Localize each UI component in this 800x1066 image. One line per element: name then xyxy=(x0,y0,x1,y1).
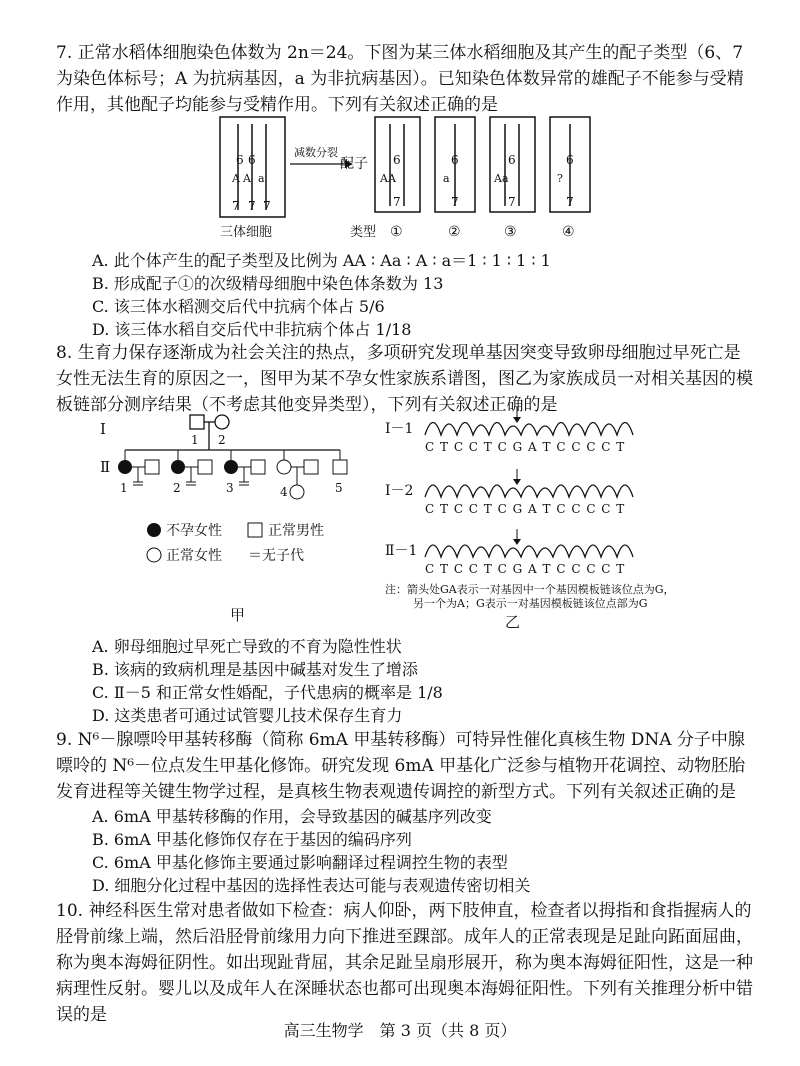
question-9-stem: 9. N⁶－腺嘌呤甲基转移酶（简称 6mA 甲基转移酶）可特异性催化真核生物 DNA 分子中腺嘌呤的 N⁶－位点发生甲基化修饰。研究发现 6mA 甲基化广泛参与植物开花调控、动物胚胎发育进程等关键生物学过程，是真核生物表观遗传调控的新型方式。下列有关叙述正确的是 xyxy=(56,730,746,802)
q7-chromosome-figure xyxy=(210,112,610,247)
seq-row-2-text: C T C C T C G A T C C C C T xyxy=(425,502,626,516)
pedigree-II-1-spouse xyxy=(145,460,159,474)
svg-text:7: 7 xyxy=(566,195,574,209)
generation-2-label: Ⅱ xyxy=(100,458,111,476)
pedigree-II-2 xyxy=(171,460,185,474)
seq-row-1-text: C T C C T C G A T C C C C T xyxy=(425,440,626,454)
svg-text:7: 7 xyxy=(393,195,401,209)
svg-text:a: a xyxy=(443,172,450,185)
type-3-label: ③ xyxy=(504,224,517,240)
seq-row-3-trace xyxy=(425,545,633,557)
q9-option-c: C. 6mA 甲基化修饰主要通过影响翻译过程调控生物的表型 xyxy=(92,853,508,872)
generation-1-label: Ⅰ xyxy=(100,420,106,438)
q7-option-b: B. 形成配子①的次级精母细胞中染色体条数为 13 xyxy=(92,274,444,293)
figure-jia-caption: 甲 xyxy=(230,606,246,624)
seq-row-1-label: Ⅰ－1 xyxy=(385,421,414,437)
seq-row-2-trace xyxy=(425,485,633,497)
gene-A-label: A xyxy=(232,172,240,185)
q8-option-d: D. 这类患者可通过试管婴儿技术保存生育力 xyxy=(92,706,403,725)
svg-text:4: 4 xyxy=(280,485,288,499)
meiosis-label: 减数分裂 xyxy=(294,146,338,159)
q7-option-a: A. 此个体产生的配子类型及比例为 AA ∶ Aa ∶ A ∶ a＝1 ∶ 1 ∶ 1 ∶ 1 xyxy=(92,251,551,270)
pedigree-I-2 xyxy=(215,415,229,429)
gamete-type-3 xyxy=(490,117,535,212)
q7-option-d: D. 该三体水稻自交后代中非抗病个体占 1/18 xyxy=(92,320,412,339)
svg-text:5: 5 xyxy=(335,481,343,495)
svg-text:6: 6 xyxy=(393,153,401,167)
legend-normal-female-symbol xyxy=(147,548,161,562)
type-2-label: ② xyxy=(448,224,461,240)
svg-text:?: ? xyxy=(557,172,563,185)
gamete-type-1 xyxy=(375,117,420,212)
q8-pedigree-chart xyxy=(90,410,380,630)
pedigree-II-4-father xyxy=(304,460,318,474)
chrom-label-7a: 7 xyxy=(232,199,240,213)
chrom-label-6b: 6 xyxy=(248,153,256,167)
svg-text:3: 3 xyxy=(226,481,234,495)
q9-option-a: A. 6mA 甲基转移酶的作用，会导致基因的碱基序列改变 xyxy=(92,807,492,826)
gene-A-label-2: A xyxy=(243,172,251,185)
pedigree-II-4 xyxy=(290,485,304,499)
pedigree-II-5 xyxy=(333,460,347,474)
question-10-stem: 10. 神经科医生常对患者做如下检查：病人仰卧，两下肢伸直，检查者以拇指和食指握病人的胫骨前缘上端，然后沿胫骨前缘用力向下推进至踝部。成年人的正常表现是足趾向跖面屈曲，称为奥本海姆征阴性。如出现趾背屈，其余足趾呈扇形展开，称为奥本海姆征阳性，这是一种病理性反射。婴儿以及成年人在深睡状态也都可出现奥本海姆征阳性。下列有关推理分析中错误的是 xyxy=(56,901,753,1025)
svg-text:7: 7 xyxy=(451,195,459,209)
pedigree-II-4-mother xyxy=(277,460,291,474)
type-1-label: ① xyxy=(390,224,403,240)
seq-row-3-text: C T C C T C G A T C C C C T xyxy=(425,562,626,576)
page-footer: 高三生物学 第 3 页（共 8 页） xyxy=(283,1021,517,1040)
svg-text:Aa: Aa xyxy=(494,172,509,185)
svg-text:1: 1 xyxy=(120,481,128,495)
legend-normal-male-label: 正常男性 xyxy=(268,523,324,539)
gamete-label: 配子 xyxy=(340,156,368,172)
svg-text:6: 6 xyxy=(566,153,574,167)
pedigree-II-3 xyxy=(224,460,238,474)
q9-option-d: D. 细胞分化过程中基因的选择性表达可能与表观遗传密切相关 xyxy=(92,876,531,895)
seq-note-2: 另一个为A；G表示一对基因模板链该位点部为G xyxy=(413,597,648,610)
chrom-label-7b: 7 xyxy=(248,199,256,213)
chrom-label-7c: 7 xyxy=(263,199,271,213)
gamete-type-2 xyxy=(435,117,475,212)
svg-text:2: 2 xyxy=(218,433,226,447)
svg-text:AA: AA xyxy=(380,172,396,185)
gene-a-label: a xyxy=(258,172,265,185)
legend-infertile-label: 不孕女性 xyxy=(166,523,222,539)
q8-option-a: A. 卵母细胞过早死亡导致的不育为隐性性状 xyxy=(92,637,402,656)
legend-infertile-symbol xyxy=(147,523,161,537)
pedigree-I-1 xyxy=(190,415,204,429)
gamete-type-4 xyxy=(550,117,590,212)
seq-row-1-trace xyxy=(425,423,633,436)
trisomic-cell-label: 三体细胞 xyxy=(220,225,273,240)
seq-row-3-label: Ⅱ－1 xyxy=(385,543,418,559)
legend-no-child-label: ＝无子代 xyxy=(248,548,304,564)
svg-text:7: 7 xyxy=(508,195,516,209)
q9-option-b: B. 6mA 甲基化修饰仅存在于基因的编码序列 xyxy=(92,830,412,849)
type-label: 类型 xyxy=(350,225,377,240)
q8-option-b: B. 该病的致病机理是基因中碱基对发生了增添 xyxy=(92,660,418,679)
svg-text:6: 6 xyxy=(451,153,459,167)
q8-sequencing-chart xyxy=(385,405,735,630)
question-8-stem: 8. 生育力保存逐渐成为社会关注的热点，多项研究发现单基因突变导致卵母细胞过早死亡是女性无法生育的原因之一，图甲为某不孕女性家族系谱图，图乙为家族成员一对相关基因的模板链部分测序结果（不考虑其他变异类型），下列有关叙述正确的是 xyxy=(56,343,753,415)
figure-yi-caption: 乙 xyxy=(505,613,521,630)
pedigree-II-3-spouse xyxy=(251,460,265,474)
svg-text:2: 2 xyxy=(173,481,181,495)
type-4-label: ④ xyxy=(562,224,575,240)
q8-option-c: C. Ⅱ－5 和正常女性婚配，子代患病的概率是 1/8 xyxy=(92,683,443,702)
question-7-stem: 7. 正常水稻体细胞染色体数为 2n＝24。下图为某三体水稻细胞及其产生的配子类型（6、7为染色体标号；A 为抗病基因，a 为非抗病基因）。已知染色体数异常的雄配子不能参与受精作用，其他配子均能参与受精作用。下列有关叙述正确的是 xyxy=(56,43,744,115)
svg-text:1: 1 xyxy=(191,433,199,447)
seq-row-2-label: Ⅰ－2 xyxy=(385,483,414,499)
pedigree-II-1 xyxy=(118,460,132,474)
legend-normal-male-symbol xyxy=(248,523,262,537)
seq-note-1: 注：箭头处GA表示一对基因中一个基因模板链该位点为G， xyxy=(385,583,675,596)
q7-option-c: C. 该三体水稻测交后代中抗病个体占 5/6 xyxy=(92,297,385,316)
pedigree-II-2-spouse xyxy=(198,460,212,474)
svg-text:6: 6 xyxy=(508,153,516,167)
legend-normal-female-label: 正常女性 xyxy=(166,548,222,564)
chrom-label-6a: 6 xyxy=(236,153,244,167)
